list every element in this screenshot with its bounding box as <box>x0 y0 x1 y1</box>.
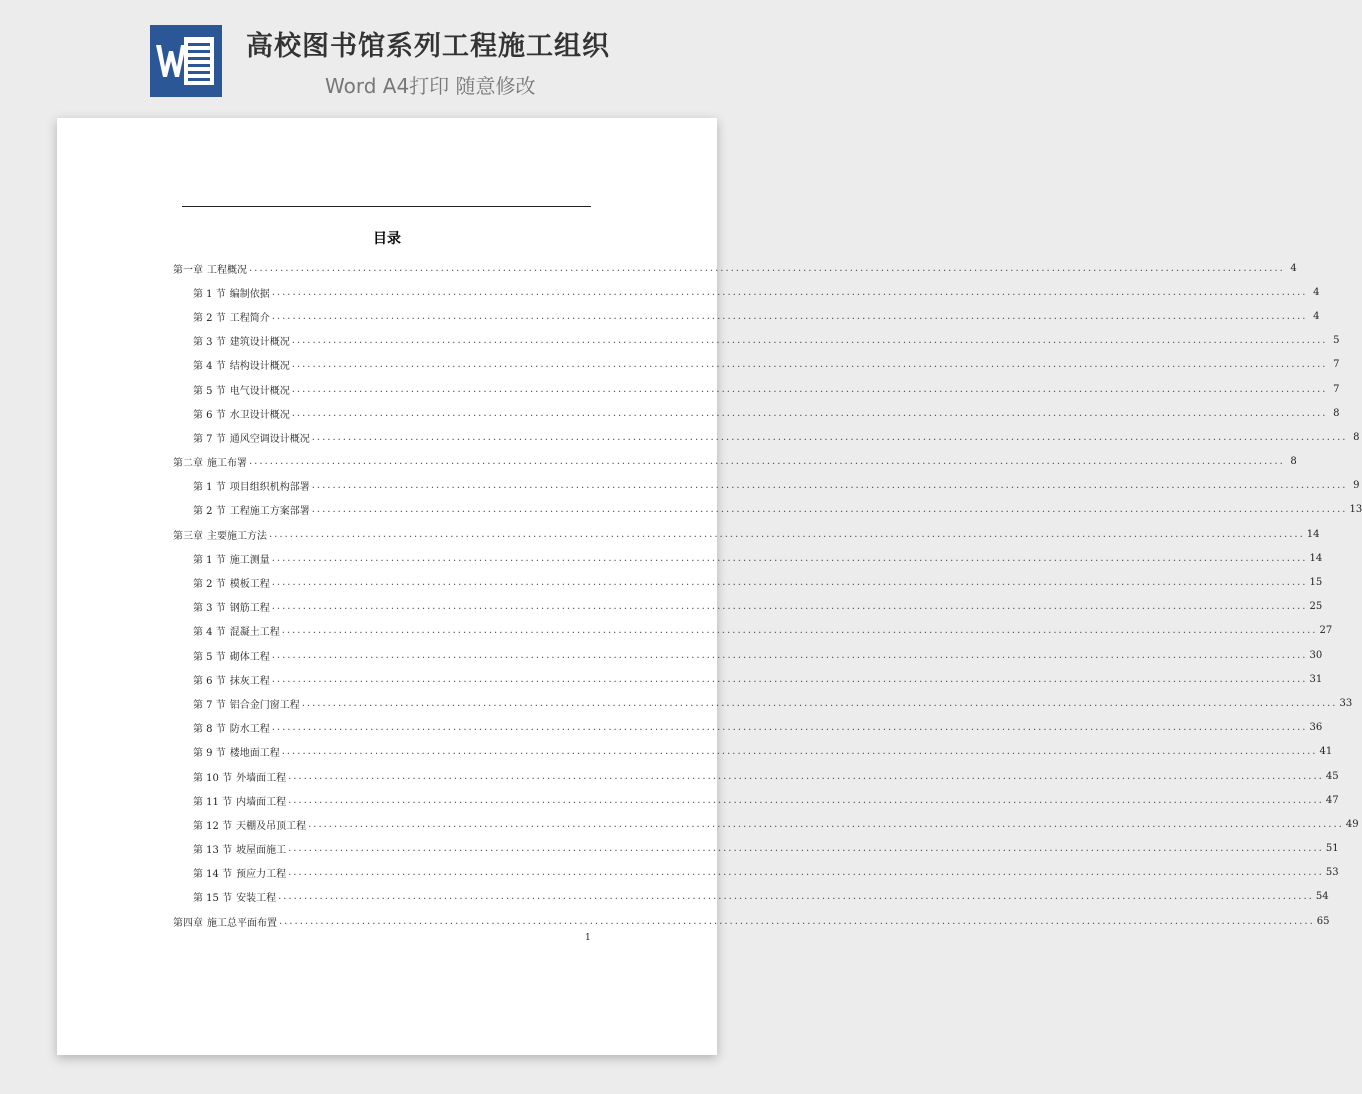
toc-entry-number: 第一章 <box>173 264 203 276</box>
toc-dot-leader: ........................................................................................................................................................................................................ <box>291 383 1328 395</box>
toc-entry-number: 第 2 节 <box>193 579 226 591</box>
toc-entry-label: 内墙面工程 <box>236 796 287 808</box>
toc-entry-page: 8 <box>1353 431 1360 443</box>
toc-entry-page: 4 <box>1290 262 1297 274</box>
document-page <box>57 118 1362 1055</box>
toc-section-entry[interactable] <box>173 377 1340 401</box>
toc-entry-number: 第二章 <box>173 458 203 470</box>
toc-section-entry[interactable] <box>173 304 1320 328</box>
toc-section-entry[interactable] <box>173 619 1333 643</box>
toc-entry-page: 7 <box>1333 383 1340 395</box>
toc-section-entry[interactable] <box>173 740 1333 764</box>
toc-entry-page: 27 <box>1319 625 1333 637</box>
toc-dot-leader: ........................................................................................................................................................................................................ <box>271 673 1308 685</box>
toc-dot-leader: ........................................................................................................................................................................................................ <box>308 818 1344 830</box>
toc-entry-number: 第 14 节 <box>193 869 233 881</box>
toc-entry-number: 第 6 节 <box>193 409 226 421</box>
toc-entry-label: 工程简介 <box>229 312 270 324</box>
toc-entry-number: 第四章 <box>173 917 203 929</box>
toc-dot-leader: ........................................................................................................................................................................................................ <box>288 770 1324 782</box>
toc-entry-label: 砌体工程 <box>229 651 270 663</box>
header-rule <box>182 206 591 207</box>
toc-chapter-entry[interactable] <box>173 522 1320 546</box>
toc-section-entry[interactable] <box>173 425 1360 449</box>
banner <box>0 0 774 115</box>
toc-chapter-entry[interactable] <box>173 450 1297 474</box>
toc-dot-leader: ........................................................................................................................................................................................................ <box>291 407 1328 419</box>
toc-entry-page: 4 <box>1313 310 1320 322</box>
toc-section-entry[interactable] <box>173 595 1323 619</box>
toc-section-entry[interactable] <box>173 788 1339 812</box>
toc-entry-page: 30 <box>1309 649 1323 661</box>
toc-title: 目录 <box>373 231 401 247</box>
toc-entry-page: 15 <box>1309 577 1323 589</box>
toc-section-entry[interactable] <box>173 812 1359 836</box>
page-number: 1 <box>585 933 591 943</box>
toc-entry-label: 编制依据 <box>229 288 270 300</box>
toc-section-entry[interactable] <box>173 570 1323 594</box>
toc-section-entry[interactable] <box>173 691 1353 715</box>
toc-entry-number: 第 10 节 <box>193 772 233 784</box>
toc-dot-leader: ........................................................................................................................................................................................................ <box>271 577 1308 589</box>
toc-dot-leader: ........................................................................................................................................................................................................ <box>311 504 1348 516</box>
toc-entry-page: 51 <box>1325 843 1339 855</box>
toc-entry-label: 施工测量 <box>229 554 270 566</box>
toc-entry-number: 第 7 节 <box>193 433 226 445</box>
toc-entry-label: 抹灰工程 <box>229 675 270 687</box>
toc-entry-label: 预应力工程 <box>236 869 287 881</box>
toc-dot-leader: ........................................................................................................................................................................................................ <box>281 746 1318 758</box>
toc-entry-label: 项目组织机构部署 <box>229 482 310 494</box>
toc-chapter-entry[interactable] <box>173 909 1330 933</box>
toc-entry-number: 第 1 节 <box>193 482 226 494</box>
toc-section-entry[interactable] <box>173 667 1323 691</box>
toc-entry-page: 8 <box>1290 456 1297 468</box>
toc-entry-page: 33 <box>1339 697 1353 709</box>
toc-entry-number: 第 5 节 <box>193 385 226 397</box>
toc-dot-leader: ........................................................................................................................................................................................................ <box>249 262 1285 274</box>
toc-entry-page: 54 <box>1315 891 1329 903</box>
toc-entry-page: 13 <box>1349 504 1362 516</box>
toc-dot-leader: ........................................................................................................................................................................................................ <box>271 649 1308 661</box>
toc-entry-label: 施工布署 <box>207 458 247 470</box>
toc-dot-leader: ........................................................................................................................................................................................................ <box>301 697 1338 709</box>
toc-entry-label: 天棚及吊顶工程 <box>236 820 307 832</box>
toc-dot-leader: ........................................................................................................................................................................................................ <box>288 843 1324 855</box>
toc-dot-leader: ........................................................................................................................................................................................................ <box>249 456 1285 468</box>
toc-section-entry[interactable] <box>173 498 1362 522</box>
toc-section-entry[interactable] <box>173 716 1323 740</box>
toc-dot-leader: ........................................................................................................................................................................................................ <box>288 794 1324 806</box>
toc-entry-label: 通风空调设计概况 <box>229 433 310 445</box>
toc-entry-number: 第 2 节 <box>193 312 226 324</box>
toc-entry-page: 14 <box>1309 552 1323 564</box>
toc-dot-leader: ........................................................................................................................................................................................................ <box>271 722 1308 734</box>
toc-entry-page: 5 <box>1333 335 1340 347</box>
toc-entry-number: 第 1 节 <box>193 288 226 300</box>
toc-entry-number: 第 4 节 <box>193 627 226 639</box>
toc-dot-leader: ........................................................................................................................................................................................................ <box>281 625 1318 637</box>
toc-entry-label: 工程施工方案部署 <box>229 506 310 518</box>
toc-entry-number: 第 1 节 <box>193 554 226 566</box>
toc-dot-leader: ........................................................................................................................................................................................................ <box>271 601 1308 613</box>
toc-entry-label: 工程概况 <box>207 264 247 276</box>
toc-entry-page: 7 <box>1333 359 1340 371</box>
toc-entry-number: 第 13 节 <box>193 845 233 857</box>
toc-entry-label: 结构设计概况 <box>229 361 290 373</box>
toc-entry-label: 钢筋工程 <box>229 603 270 615</box>
toc-section-entry[interactable] <box>173 885 1329 909</box>
document-subtitle: Word A4打印 随意修改 <box>325 74 536 98</box>
toc-entry-page: 14 <box>1306 528 1320 540</box>
toc-entry-label: 混凝土工程 <box>229 627 280 639</box>
toc-dot-leader: ........................................................................................................................................................................................................ <box>291 335 1328 347</box>
toc-entry-number: 第 6 节 <box>193 675 226 687</box>
toc-dot-leader: ........................................................................................................................................................................................................ <box>278 891 1314 903</box>
toc-section-entry[interactable] <box>173 474 1360 498</box>
toc-entry-page: 41 <box>1319 746 1333 758</box>
toc-entry-label: 外墙面工程 <box>236 772 287 784</box>
toc-entry-label: 建筑设计概况 <box>229 337 290 349</box>
word-icon <box>150 25 222 97</box>
toc-entry-number: 第三章 <box>173 530 203 542</box>
toc-entry-page: 45 <box>1325 770 1339 782</box>
toc-dot-leader: ........................................................................................................................................................................................................ <box>271 310 1308 322</box>
toc-entry-number: 第 3 节 <box>193 337 226 349</box>
toc-dot-leader: ........................................................................................................................................................................................................ <box>279 915 1315 927</box>
toc-entry-number: 第 8 节 <box>193 724 226 736</box>
toc-entry-number: 第 11 节 <box>193 796 233 808</box>
toc-entry-number: 第 3 节 <box>193 603 226 615</box>
toc-entry-page: 25 <box>1309 601 1323 613</box>
toc-dot-leader: ........................................................................................................................................................................................................ <box>311 431 1348 443</box>
toc-section-entry[interactable] <box>173 280 1320 304</box>
toc-entry-page: 47 <box>1325 794 1339 806</box>
toc-entry-label: 安装工程 <box>236 893 277 905</box>
toc-entry-page: 4 <box>1313 286 1320 298</box>
table-of-contents <box>173 256 1362 933</box>
toc-section-entry[interactable] <box>173 353 1340 377</box>
toc-entry-label: 坡屋面施工 <box>236 845 287 857</box>
toc-entry-number: 第 2 节 <box>193 506 226 518</box>
toc-section-entry[interactable] <box>173 837 1339 861</box>
toc-entry-label: 水卫设计概况 <box>229 409 290 421</box>
toc-section-entry[interactable] <box>173 643 1323 667</box>
toc-section-entry[interactable] <box>173 329 1340 353</box>
toc-entry-number: 第 9 节 <box>193 748 226 760</box>
toc-section-entry[interactable] <box>173 764 1339 788</box>
toc-dot-leader: ........................................................................................................................................................................................................ <box>288 867 1324 879</box>
toc-entry-label: 主要施工方法 <box>207 530 267 542</box>
toc-entry-number: 第 7 节 <box>193 699 226 711</box>
toc-dot-leader: ........................................................................................................................................................................................................ <box>269 528 1305 540</box>
toc-dot-leader: ........................................................................................................................................................................................................ <box>311 480 1348 492</box>
toc-entry-page: 53 <box>1325 867 1339 879</box>
toc-entry-number: 第 4 节 <box>193 361 226 373</box>
toc-section-entry[interactable] <box>173 401 1340 425</box>
toc-entry-label: 施工总平面布置 <box>207 917 277 929</box>
toc-entry-page: 36 <box>1309 722 1323 734</box>
toc-entry-page: 49 <box>1345 818 1359 830</box>
toc-entry-number: 第 12 节 <box>193 820 233 832</box>
toc-entry-label: 模板工程 <box>229 579 270 591</box>
document-title: 高校图书馆系列工程施工组织 <box>246 31 610 62</box>
toc-entry-number: 第 15 节 <box>193 893 233 905</box>
toc-section-entry[interactable] <box>173 861 1339 885</box>
toc-dot-leader: ........................................................................................................................................................................................................ <box>271 286 1308 298</box>
toc-entry-page: 9 <box>1353 480 1360 492</box>
toc-chapter-entry[interactable] <box>173 256 1297 280</box>
toc-entry-label: 铝合金门窗工程 <box>229 699 300 711</box>
toc-dot-leader: ........................................................................................................................................................................................................ <box>271 552 1308 564</box>
toc-entry-label: 楼地面工程 <box>229 748 280 760</box>
toc-entry-page: 8 <box>1333 407 1340 419</box>
toc-entry-label: 防水工程 <box>229 724 270 736</box>
toc-entry-label: 电气设计概况 <box>229 385 290 397</box>
toc-entry-page: 31 <box>1309 673 1323 685</box>
toc-entry-page: 65 <box>1316 915 1330 927</box>
toc-section-entry[interactable] <box>173 546 1323 570</box>
toc-entry-number: 第 5 节 <box>193 651 226 663</box>
toc-dot-leader: ........................................................................................................................................................................................................ <box>291 359 1328 371</box>
